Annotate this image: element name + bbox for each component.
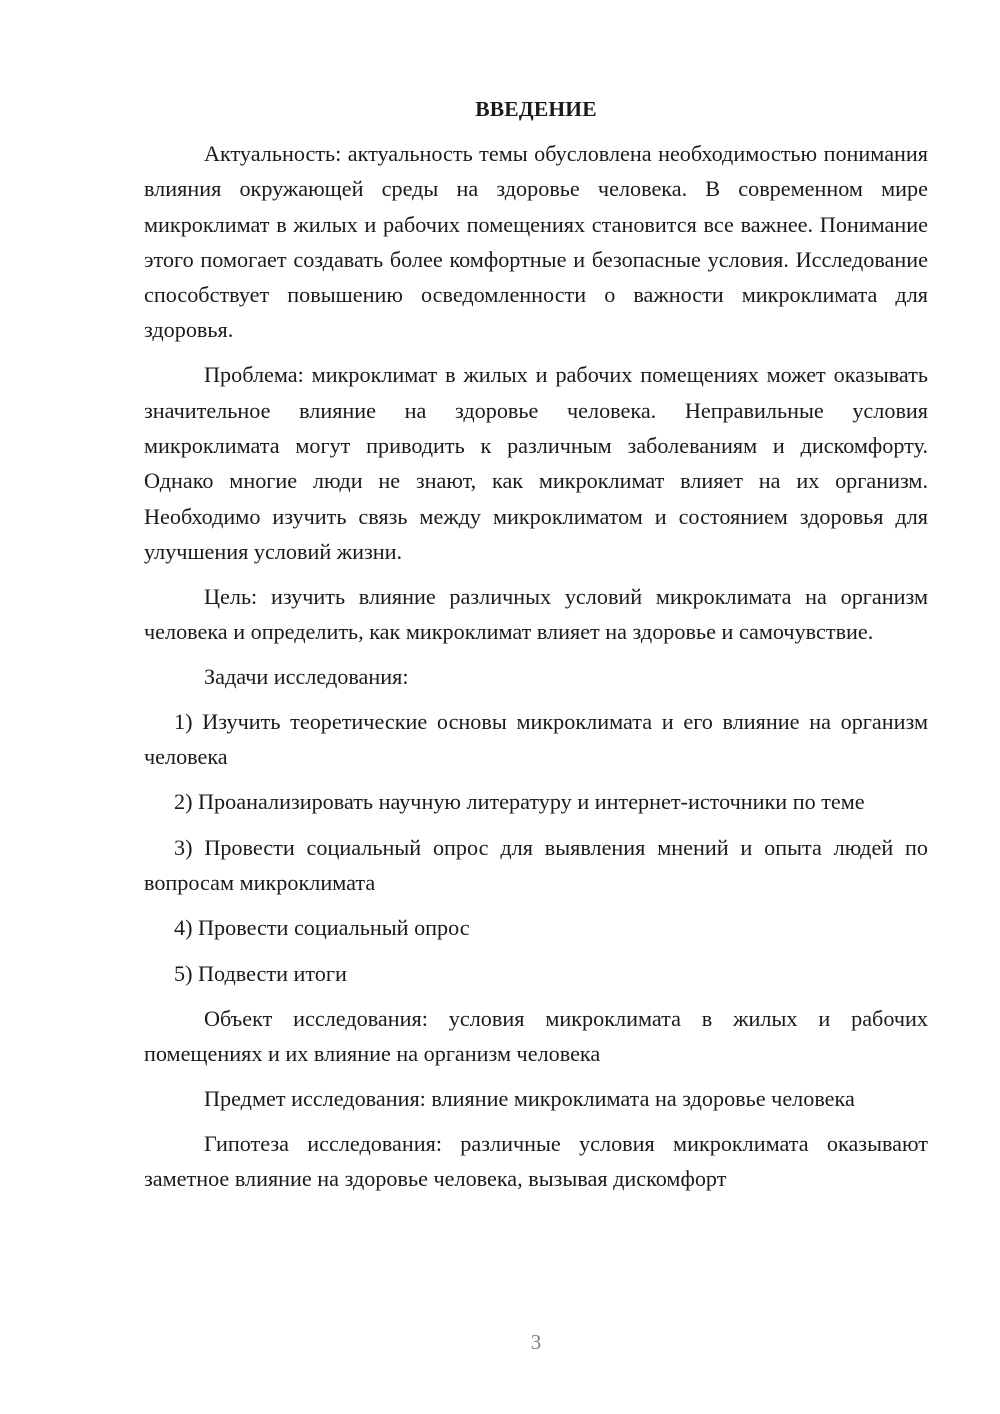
paragraph-goal: Цель: изучить влияние различных условий микроклимата на организм человека и определить, как микроклимат влияет на здоровье и самочувствие. xyxy=(144,583,928,645)
paragraph-hypothesis: Гипотеза исследования: различные условия микроклимата оказывают заметное влияние на здоровье человека, вызывая дискомфорт xyxy=(144,1130,928,1192)
list-item-task-4: 4) Провести социальный опрос xyxy=(174,915,470,941)
paragraph-subject: Предмет исследования: влияние микроклимата на здоровье человека xyxy=(204,1086,855,1112)
list-item-task-1: 1) Изучить теоретические основы микроклимата и его влияние на организм человека xyxy=(144,708,928,770)
document-page xyxy=(144,92,928,1206)
paragraph-object: Объект исследования: условия микроклимата в жилых и рабочих помещениях и их влияние на организм человека xyxy=(144,1005,928,1067)
list-item-task-3: 3) Провести социальный опрос для выявления мнений и опыта людей по вопросам микроклимата xyxy=(144,834,928,896)
list-item-task-5: 5) Подвести итоги xyxy=(174,960,347,986)
paragraph-tasks-intro: Задачи исследования: xyxy=(204,663,409,689)
paragraph-problem: Проблема: микроклимат в жилых и рабочих помещениях может оказывать значительное влияние на здоровье человека. Неправильные условия микроклимата могут приводить к различным заболеваниям и дискомфорту. Однако многие люди не знают, как микроклимат влияет на их организм. Необходимо изучить связь между микроклиматом и состоянием здоровья для улучшения условий жизни. xyxy=(144,362,928,564)
list-item-task-2: 2) Проанализировать научную литературу и интернет-источники по теме xyxy=(174,789,865,815)
paragraph-relevance: Актуальность: актуальность темы обусловлена необходимостью понимания влияния окружающей среды на здоровье человека. В современном мире микроклимат в жилых и рабочих помещениях становится все важнее. Понимание этого помогает создавать более комфортные и безопасные условия. Исследование способствует повышению осведомленности о важности микроклимата для здоровья. xyxy=(144,141,928,343)
page-title: ВВЕДЕНИЕ xyxy=(475,97,597,121)
page-number: 3 xyxy=(530,1330,542,1354)
